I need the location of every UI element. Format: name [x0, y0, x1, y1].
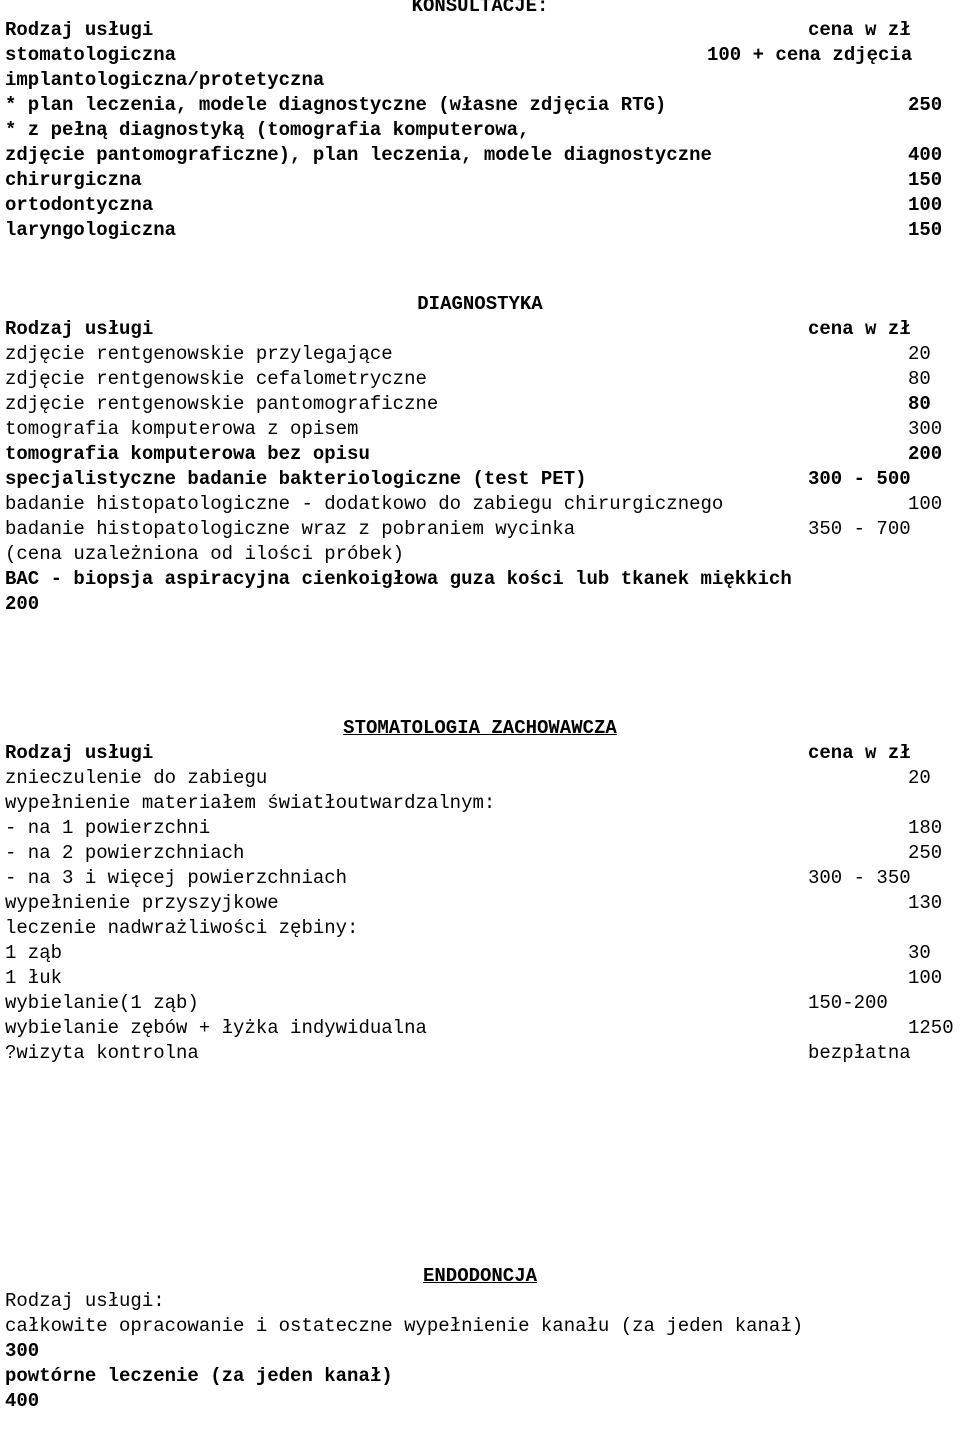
column-header-row	[5, 1289, 955, 1314]
price-row	[5, 442, 955, 467]
price-row	[5, 966, 955, 991]
price-row	[5, 1339, 955, 1364]
price-row	[5, 367, 955, 392]
price-row	[5, 143, 955, 168]
service-price: 300 - 500	[808, 468, 911, 490]
service-price: 20	[908, 767, 931, 789]
service-name: 1 łuk	[5, 967, 63, 989]
service-name: leczenie nadwrażliwości zębiny:	[5, 917, 359, 939]
price-row	[5, 93, 955, 118]
price-row	[5, 193, 955, 218]
service-price: 80	[908, 393, 931, 415]
service-name: chirurgiczna	[5, 169, 142, 191]
price-row	[5, 891, 955, 916]
service-price: 250	[908, 94, 943, 116]
service-name: zdjęcie rentgenowskie przylegające	[5, 343, 393, 365]
service-name: wypełnienie przyszyjkowe	[5, 892, 279, 914]
service-price: 150	[908, 219, 943, 241]
service-name: wybielanie zębów + łyżka indywidualna	[5, 1017, 427, 1039]
service-name: badanie histopatologiczne wraz z pobraniem wycinka	[5, 518, 576, 540]
service-name: laryngologiczna	[5, 219, 177, 241]
service-name: znieczulenie do zabiegu	[5, 767, 268, 789]
price-note	[5, 542, 955, 567]
service-name: badanie histopatologiczne - dodatkowo do zabiegu chirurgicznego	[5, 493, 724, 515]
service-name: zdjęcie pantomograficzne), plan leczenia, modele diagnostyczne	[5, 144, 712, 166]
service-name: tomografia komputerowa bez opisu	[5, 443, 370, 465]
service-name: - na 3 i więcej powierzchniach	[5, 867, 348, 889]
column-header-row	[5, 741, 955, 766]
service-price: 150-200	[808, 992, 888, 1014]
price-row	[5, 916, 955, 941]
service-price: 250	[908, 842, 943, 864]
price-row	[5, 342, 955, 367]
service-price: 200	[908, 443, 943, 465]
price-row	[5, 816, 955, 841]
price-row	[5, 43, 955, 68]
service-name: zdjęcie rentgenowskie pantomograficzne	[5, 393, 439, 415]
service-name: 1 ząb	[5, 942, 63, 964]
service-price: 100 + cena zdjęcia	[707, 44, 913, 66]
service-name: wypełnienie materiałem światłoutwardzalnym:	[5, 792, 496, 814]
service-price: 350 - 700	[808, 518, 911, 540]
service-name: całkowite opracowanie i ostateczne wypełnienie kanału (za jeden kanał)	[5, 1315, 804, 1337]
service-price: 200	[5, 593, 40, 615]
price-row	[5, 517, 955, 542]
price-row	[5, 841, 955, 866]
column-header-price: cena w zł	[808, 19, 911, 41]
service-price: 80	[908, 368, 931, 390]
service-price: 180	[908, 817, 943, 839]
column-header-service: Rodzaj usługi	[5, 19, 154, 41]
service-name: powtórne leczenie (za jeden kanał)	[5, 1365, 393, 1387]
service-name: tomografia komputerowa z opisem	[5, 418, 359, 440]
service-name: stomatologiczna	[5, 44, 177, 66]
price-row	[5, 168, 955, 193]
price-row	[5, 68, 955, 93]
column-header-service: Rodzaj usługi	[5, 318, 154, 340]
price-row	[5, 991, 955, 1016]
price-row	[5, 791, 955, 816]
service-price: 300 - 350	[808, 867, 911, 889]
service-price: 100	[908, 967, 943, 989]
service-name: ortodontyczna	[5, 194, 154, 216]
price-row	[5, 1041, 955, 1066]
price-row	[5, 118, 955, 143]
price-row	[5, 1016, 955, 1041]
section-heading-zachowawcza: STOMATOLOGIA ZACHOWAWCZA	[343, 717, 617, 739]
service-name: wybielanie(1 ząb)	[5, 992, 199, 1014]
column-header-row	[5, 317, 955, 342]
service-name: * z pełną diagnostyką (tomografia komputerowa,	[5, 119, 530, 141]
price-row	[5, 392, 955, 417]
column-header-service: Rodzaj usługi	[5, 742, 154, 764]
service-price: 150	[908, 169, 943, 191]
price-row	[5, 592, 955, 617]
section-heading-diagnostyka: DIAGNOSTYKA	[417, 293, 543, 315]
price-row	[5, 1364, 955, 1389]
service-name: BAC - biopsja aspiracyjna cienkoigłowa guza kości lub tkanek miękkich	[5, 568, 792, 590]
service-price: 400	[908, 144, 943, 166]
service-price: 100	[908, 493, 943, 515]
column-header-row	[5, 18, 955, 43]
service-name: zdjęcie rentgenowskie cefalometryczne	[5, 368, 427, 390]
service-price: 130	[908, 892, 943, 914]
section-heading-endodoncja: ENDODONCJA	[422, 1265, 538, 1287]
price-row	[5, 1314, 955, 1339]
service-name: specjalistyczne badanie bakteriologiczne (test PET)	[5, 468, 587, 490]
price-row	[5, 417, 955, 442]
price-row	[5, 866, 955, 891]
service-price: 100	[908, 194, 943, 216]
price-row	[5, 941, 955, 966]
column-header-price: cena w zł	[808, 318, 911, 340]
service-name: (cena uzależniona od ilości próbek)	[5, 543, 405, 565]
service-price: 400	[5, 1390, 40, 1412]
price-row	[5, 567, 955, 592]
price-row	[5, 492, 955, 517]
service-name: - na 2 powierzchniach	[5, 842, 245, 864]
service-name: - na 1 powierzchni	[5, 817, 211, 839]
service-price: 300	[5, 1340, 40, 1362]
service-price: bezpłatna	[808, 1042, 911, 1064]
service-name: ?wizyta kontrolna	[5, 1042, 199, 1064]
service-price: 30	[908, 942, 931, 964]
service-price: 20	[908, 343, 931, 365]
column-header-price: cena w zł	[808, 742, 911, 764]
price-row	[5, 467, 955, 492]
price-row	[5, 1389, 955, 1414]
service-price: 300	[908, 418, 943, 440]
service-name: * plan leczenia, modele diagnostyczne (własne zdjęcia RTG)	[5, 94, 667, 116]
column-header-service: Rodzaj usługi:	[5, 1290, 165, 1312]
price-row	[5, 766, 955, 791]
price-row	[5, 218, 955, 243]
section-heading-konsultacje: KONSULTACJE:	[411, 0, 549, 17]
service-price: 1250	[908, 1017, 954, 1039]
service-name: implantologiczna/protetyczna	[5, 69, 325, 91]
